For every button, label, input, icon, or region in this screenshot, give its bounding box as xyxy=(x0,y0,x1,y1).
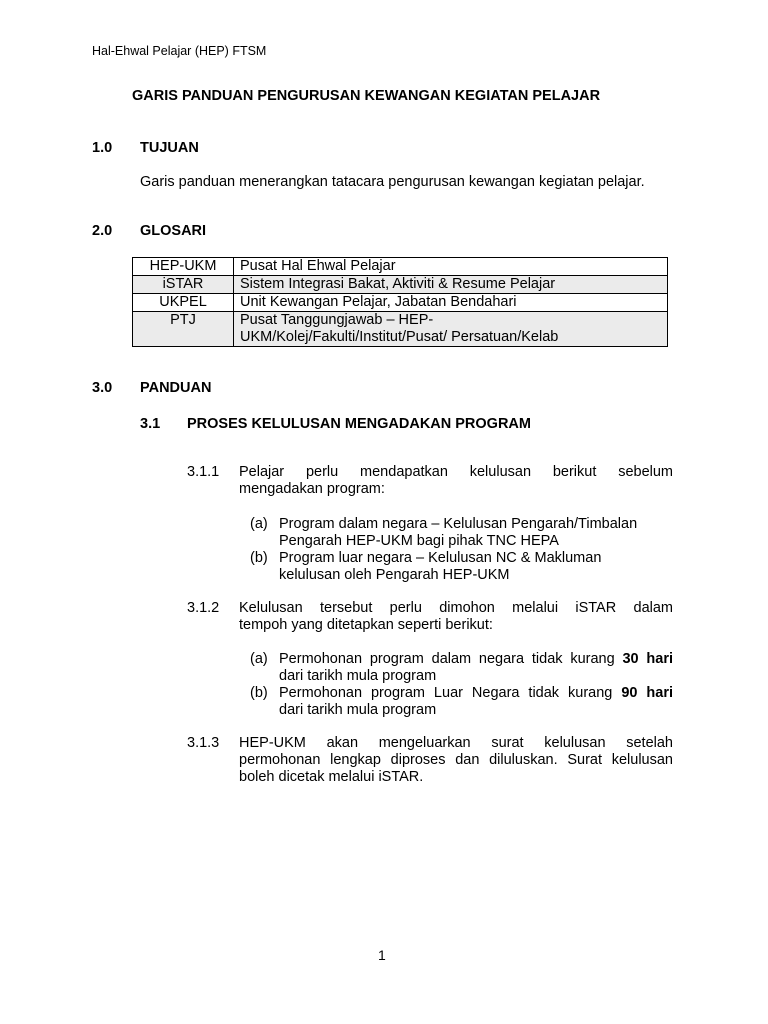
list-item-b-line xyxy=(279,685,673,701)
glossary-row xyxy=(133,312,668,347)
list-item-b-line: dari tarikh mula program xyxy=(279,702,437,718)
list-marker-a: (a) xyxy=(250,651,268,667)
list-item-a-line: Pengarah HEP-UKM bagi pihak TNC HEPA xyxy=(279,533,559,549)
glossary-definition-line: Pusat Tanggungjawab – HEP- xyxy=(240,312,434,328)
glossary-definition xyxy=(234,312,668,347)
section-1-heading: TUJUAN xyxy=(140,140,199,156)
list-item-b-line: kelulusan oleh Pengarah HEP-UKM xyxy=(279,567,510,583)
list-item-a-line: dari tarikh mula program xyxy=(279,668,437,684)
item-3-1-1-line: Pelajar perlu mendapatkan kelulusan berikut sebelum xyxy=(239,464,673,480)
list-item-a-text: Permohonan program dalam negara tidak kurang xyxy=(279,651,615,667)
subsection-3-1-number: 3.1 xyxy=(140,416,161,432)
glossary-table xyxy=(132,257,668,347)
glossary-term: UKPEL xyxy=(133,294,234,312)
section-2-heading: GLOSARI xyxy=(140,223,207,239)
item-3-1-3-line: permohonan lengkap diproses dan diluluskan. Surat kelulusan xyxy=(239,752,673,768)
section-2-number: 2.0 xyxy=(92,223,113,239)
subsection-3-1-heading: PROSES KELULUSAN MENGADAKAN PROGRAM xyxy=(187,416,531,432)
glossary-term: HEP-UKM xyxy=(133,258,234,276)
glossary-row xyxy=(133,294,668,312)
section-3-heading: PANDUAN xyxy=(140,380,212,396)
list-item-b-emphasis: 90 hari xyxy=(621,685,674,701)
item-3-1-3-line: HEP-UKM akan mengeluarkan surat kelulusan setelah xyxy=(239,735,673,751)
item-3-1-2-number: 3.1.2 xyxy=(187,600,220,616)
glossary-definition-line: UKM/Kolej/Fakulti/Institut/Pusat/ Persatuan/Kelab xyxy=(240,329,559,345)
page-number: 1 xyxy=(378,947,386,963)
glossary-definition: Sistem Integrasi Bakat, Aktiviti & Resume Pelajar xyxy=(234,276,668,294)
list-item-a-line xyxy=(279,651,673,667)
section-1-text: Garis panduan menerangkan tatacara pengurusan kewangan kegiatan pelajar. xyxy=(140,174,645,190)
item-3-1-1-number: 3.1.1 xyxy=(187,464,220,480)
list-item-a-line: Program dalam negara – Kelulusan Pengarah/Timbalan xyxy=(279,516,638,532)
running-header: Hal-Ehwal Pelajar (HEP) FTSM xyxy=(92,44,267,58)
glossary-term: PTJ xyxy=(133,312,234,347)
list-item-b-text: Permohonan program Luar Negara tidak kurang xyxy=(279,685,613,701)
glossary-term: iSTAR xyxy=(133,276,234,294)
item-3-1-3-number: 3.1.3 xyxy=(187,735,220,751)
document-title: GARIS PANDUAN PENGURUSAN KEWANGAN KEGIATAN PELAJAR xyxy=(132,88,601,104)
section-3-number: 3.0 xyxy=(92,380,113,396)
item-3-1-2-line: Kelulusan tersebut perlu dimohon melalui iSTAR dalam xyxy=(239,600,673,616)
list-marker-b: (b) xyxy=(250,685,268,701)
item-3-1-1-line: mengadakan program: xyxy=(239,481,385,497)
list-item-a-emphasis: 30 hari xyxy=(622,651,673,667)
glossary-row xyxy=(133,258,668,276)
glossary-definition: Pusat Hal Ehwal Pelajar xyxy=(234,258,668,276)
item-3-1-2-line: tempoh yang ditetapkan seperti berikut: xyxy=(239,617,493,633)
list-item-b-line: Program luar negara – Kelulusan NC & Makluman xyxy=(279,550,602,566)
item-3-1-3-line: boleh dicetak melalui iSTAR. xyxy=(239,769,424,785)
section-1-number: 1.0 xyxy=(92,140,113,156)
glossary-definition: Unit Kewangan Pelajar, Jabatan Bendahari xyxy=(234,294,668,312)
glossary-row xyxy=(133,276,668,294)
list-marker-b: (b) xyxy=(250,550,268,566)
list-marker-a: (a) xyxy=(250,516,268,532)
